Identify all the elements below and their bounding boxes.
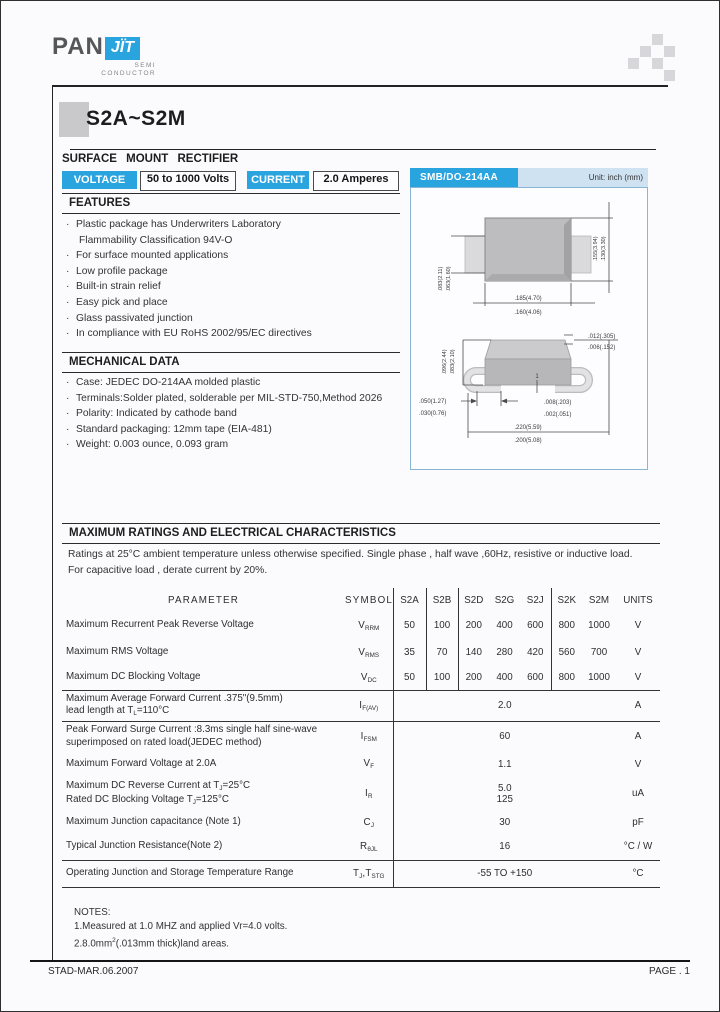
feature-text: Easy pick and place	[76, 296, 168, 308]
deco-square	[628, 58, 639, 69]
table-row	[62, 776, 660, 811]
value-cell: 50	[393, 666, 426, 690]
body-bevel-right	[564, 218, 571, 281]
col-header-s2k: S2K	[557, 594, 577, 606]
symbol-cell: $V_{DC}$	[345, 666, 393, 690]
notes-block	[74, 906, 287, 951]
mech-text: Weight: 0.003 ounce, 0.093 gram	[76, 439, 229, 451]
header-rule	[52, 85, 668, 87]
units-cell: V	[616, 666, 660, 690]
ratings-table	[62, 588, 660, 888]
units-cell: °C	[616, 860, 660, 887]
logo-jit-badge: JÏT	[105, 37, 140, 60]
ratings-desc-line2: For capacitive load , derate current by 20%.	[68, 564, 268, 576]
features-list	[66, 217, 408, 342]
col-header-symbol: SYMBOL	[345, 588, 393, 612]
merged-value-cell: 16	[393, 834, 616, 860]
col-header-s2b: S2B	[426, 588, 458, 612]
package-name-badge: SMB/DO-214AA	[410, 168, 518, 187]
value-cell: 1000	[588, 620, 610, 631]
symbol-cell: $T_J,T_{STG}$	[345, 860, 393, 887]
col-header-s2a: S2A	[393, 588, 426, 612]
dim-overall-max: .220(5.59)	[514, 425, 542, 431]
dim-height-max: .096(2.44)	[442, 349, 448, 375]
list-item	[66, 437, 411, 453]
value-cell: 140	[465, 647, 482, 658]
dim-foot-min: .030(0.76)	[419, 411, 447, 417]
feature-text: Plastic package has Underwriters Laboratory	[76, 219, 281, 230]
table-row	[62, 834, 660, 860]
footer-rule	[30, 960, 690, 962]
bullet: ·	[66, 250, 70, 262]
merged-value-cell: 60	[499, 731, 511, 743]
value-cell: 600	[520, 666, 551, 690]
arrowhead-left	[501, 399, 507, 404]
feature-text: In compliance with EU RoHS 2002/95/EC directives	[76, 328, 312, 340]
bullet: ·	[66, 423, 70, 435]
current-label-chip: CURRENT	[247, 171, 309, 189]
body-sideview	[485, 359, 571, 385]
value-cell: 800	[551, 666, 582, 690]
symbol-cell: $R_{\theta JL}$	[345, 834, 393, 860]
unit-note: Unit: inch (mm)	[588, 173, 643, 182]
package-drawing-area	[410, 187, 648, 470]
dim-overall-min: .200(5.08)	[514, 438, 542, 444]
mech-text: Terminals:Solder plated, solderable per MIL-STD-750,Method 2026	[76, 392, 383, 404]
dim-standoff-max: .008(.203)	[544, 400, 572, 406]
lead-right-topview	[570, 236, 591, 273]
bullet: ·	[66, 439, 70, 451]
table-row	[62, 639, 660, 666]
bullet: ·	[66, 377, 70, 388]
list-item	[66, 406, 411, 422]
value-cell: 560	[558, 647, 575, 658]
dim-body-height-min: .130(3.30)	[601, 236, 607, 262]
param-cell: Typical Junction Resistance(Note 2)	[62, 834, 345, 860]
merged-value-cell: 5.0 125	[496, 782, 513, 805]
table-row	[62, 721, 660, 752]
units-cell: °C / W	[616, 834, 660, 860]
symbol-cell: $C_J$	[345, 811, 393, 834]
list-item-continuation	[66, 233, 408, 249]
ratings-heading: MAXIMUM RATINGS AND ELECTRICAL CHARACTERISTICS	[62, 523, 660, 544]
bullet: ·	[66, 219, 70, 230]
deco-square	[664, 46, 675, 57]
list-item	[66, 279, 408, 295]
mech-text: Case: JEDEC DO-214AA molded plastic	[76, 377, 261, 388]
product-subtitle: SURFACE MOUNT RECTIFIER	[62, 153, 239, 165]
table-header-row	[62, 588, 660, 612]
note-1: 1.Measured at 1.0 MHZ and applied Vr=4.0 volts.	[74, 921, 288, 932]
value-cell: 200	[465, 620, 482, 631]
arrowhead-right	[471, 399, 477, 404]
list-item	[66, 422, 411, 438]
content-left-rule	[52, 85, 53, 962]
col-header-parameter: PARAMETER	[167, 594, 240, 606]
dim-body-width-max: .185(4.70)	[514, 296, 542, 302]
list-item	[66, 326, 408, 342]
deco-square	[652, 58, 663, 69]
logo-pan-text: PAN	[52, 33, 104, 60]
page-title: S2A~S2M	[86, 107, 186, 130]
logo-conductor: CONDUCTOR	[101, 69, 156, 77]
table-row	[62, 860, 660, 887]
dim-body-height-max: .155(3.94)	[593, 236, 599, 262]
symbol-cell: $V_F$	[345, 752, 393, 776]
mechanical-heading: MECHANICAL DATA	[62, 352, 400, 373]
table-row	[62, 612, 660, 639]
footer-page-number: PAGE . 1	[649, 966, 690, 977]
value-cell: 420	[520, 639, 551, 666]
units-cell: V	[634, 620, 642, 631]
dim-foot-max: .050(1.27)	[419, 399, 447, 405]
units-cell: A	[634, 731, 642, 743]
list-item	[66, 295, 408, 311]
value-cell: 280	[496, 647, 513, 658]
value-cell: 35	[393, 639, 426, 666]
dim-standoff-min: .002(.051)	[544, 412, 572, 418]
package-panel-header	[410, 168, 648, 187]
deco-square	[664, 70, 675, 81]
dim-line-body-width	[473, 283, 595, 306]
voltage-label-chip: VOLTAGE	[62, 171, 137, 189]
deco-square	[640, 46, 651, 57]
dim-lead-width-max: .083(2.11)	[438, 266, 444, 292]
voltage-value-chip: 50 to 1000 Volts	[140, 171, 236, 191]
panjit-logo	[52, 33, 156, 77]
bullet: ·	[66, 296, 70, 308]
package-panel	[410, 168, 648, 470]
title-rule	[70, 149, 656, 150]
feature-text: For surface mounted applications	[76, 250, 229, 262]
merged-value-cell: 2.0	[393, 690, 616, 721]
package-drawing	[411, 188, 647, 469]
param-cell: Maximum DC Blocking Voltage	[62, 666, 345, 690]
units-cell: V	[634, 647, 642, 658]
dim-lead-thickness-min: .006(.152)	[588, 345, 616, 351]
value-cell: 100	[426, 612, 458, 639]
mechanical-list	[66, 375, 411, 453]
dim-height-min: .083(2.10)	[450, 349, 456, 375]
list-item	[66, 264, 408, 280]
symbol-cell: $V_{RMS}$	[345, 639, 393, 666]
feature-text: Low profile package	[76, 265, 168, 277]
param-cell: Maximum Forward Voltage at 2.0A	[66, 757, 217, 769]
dim-line-foot	[461, 391, 518, 406]
list-item	[66, 375, 411, 391]
col-header-s2d: S2D	[464, 594, 484, 606]
bullet: ·	[66, 265, 70, 277]
table-row	[62, 811, 660, 834]
value-cell: 70	[426, 639, 458, 666]
list-item	[66, 248, 408, 264]
dim-lead-width-min: .063(1.60)	[446, 266, 452, 292]
value-cell: 100	[426, 666, 458, 690]
param-cell: Maximum Average Forward Current .375"(9.5mm) lead length at $T_L=110^\circ C$	[62, 690, 345, 721]
merged-value-cell: 1.1	[497, 758, 512, 770]
bullet: ·	[66, 312, 70, 324]
title-accent-square	[59, 102, 89, 137]
symbol-cell: $I_R$	[345, 776, 393, 811]
symbol-cell: $I_{FSM}$	[345, 721, 393, 752]
mech-text: Polarity: Indicated by cathode band	[76, 408, 237, 420]
col-header-s2j: S2J	[520, 588, 551, 612]
body-topview	[485, 218, 571, 281]
param-cell: Operating Junction and Storage Temperature Range	[62, 860, 345, 887]
body-top-face	[485, 340, 571, 359]
value-cell: 200	[458, 666, 489, 690]
bullet-spacer	[66, 233, 76, 249]
param-cell: Maximum Junction capacitance (Note 1)	[66, 816, 241, 828]
notes-heading: NOTES:	[74, 907, 111, 918]
units-cell: uA	[632, 788, 644, 799]
value-cell: 1000	[582, 666, 616, 690]
feature-text: Flammability Classification 94V-O	[79, 234, 233, 246]
value-cell: 700	[590, 647, 608, 658]
dim-lead-thickness-max: .012(.305)	[588, 334, 616, 340]
param-cell: Peak Forward Surge Current :8.3ms single half sine-wave superimposed on rated load(JEDEC method)	[66, 724, 318, 748]
bullet: ·	[66, 408, 70, 420]
dim-body-width-min: .160(4.06)	[514, 310, 542, 316]
value-cell: 400	[496, 620, 513, 631]
value-cell: 800	[558, 620, 575, 631]
features-heading: FEATURES	[62, 193, 400, 214]
lead-left-topview	[465, 236, 486, 273]
symbol-cell: $V_{RRM}$	[345, 612, 393, 639]
merged-value-cell: 30	[499, 817, 511, 828]
value-cell: 50	[393, 612, 426, 639]
table-row	[62, 666, 660, 690]
list-item	[66, 391, 411, 407]
col-header-units: UNITS	[623, 594, 653, 606]
mech-text: Standard packaging: 12mm tape (EIA-481)	[76, 423, 272, 435]
param-cell: Maximum DC Reverse Current at $T_J=25^\circ C$ Rated DC Blocking Voltage $T_J=125^\circ C$	[66, 780, 251, 806]
pin1-marker: 1	[535, 374, 539, 380]
value-cell: 600	[520, 612, 551, 639]
units-cell: V	[634, 758, 642, 770]
value-cell: 400	[489, 666, 520, 690]
units-cell: A	[616, 690, 660, 721]
list-item	[66, 217, 408, 233]
table-row	[62, 690, 660, 721]
units-cell: pF	[632, 817, 644, 828]
list-item	[66, 311, 408, 327]
bullet: ·	[66, 281, 70, 293]
body-bevel-bottom	[485, 274, 571, 281]
param-cell: Maximum Recurrent Peak Reverse Voltage	[66, 619, 254, 631]
note-2: $2.8.0mm^2(.013mm$ thick)land areas.	[74, 937, 230, 950]
deco-square	[652, 34, 663, 45]
param-cell: Maximum RMS Voltage	[66, 646, 169, 658]
symbol-cell: $I_{F(AV)}$	[345, 690, 393, 721]
ratings-desc-line1: Ratings at 25°C ambient temperature unless otherwise specified. Single phase , half wave ,60Hz, resistive or inductive load.	[68, 549, 633, 560]
feature-text: Built-in strain relief	[76, 281, 161, 293]
merged-value-cell: -55 TO +150	[393, 860, 616, 887]
bullet: ·	[66, 392, 70, 404]
current-value-chip: 2.0 Amperes	[313, 171, 399, 191]
feature-text: Glass passivated junction	[76, 312, 193, 324]
logo-subtext	[52, 62, 156, 77]
bullet: ·	[66, 328, 70, 340]
col-header-s2m: S2M	[588, 594, 610, 606]
ratings-description	[68, 547, 660, 578]
footer-revision: STAD-MAR.06.2007	[48, 966, 139, 977]
table-row	[62, 752, 660, 776]
logo-semi: SEMI	[134, 62, 156, 69]
dim-line-overall	[468, 393, 609, 438]
col-header-s2g: S2G	[494, 594, 515, 606]
